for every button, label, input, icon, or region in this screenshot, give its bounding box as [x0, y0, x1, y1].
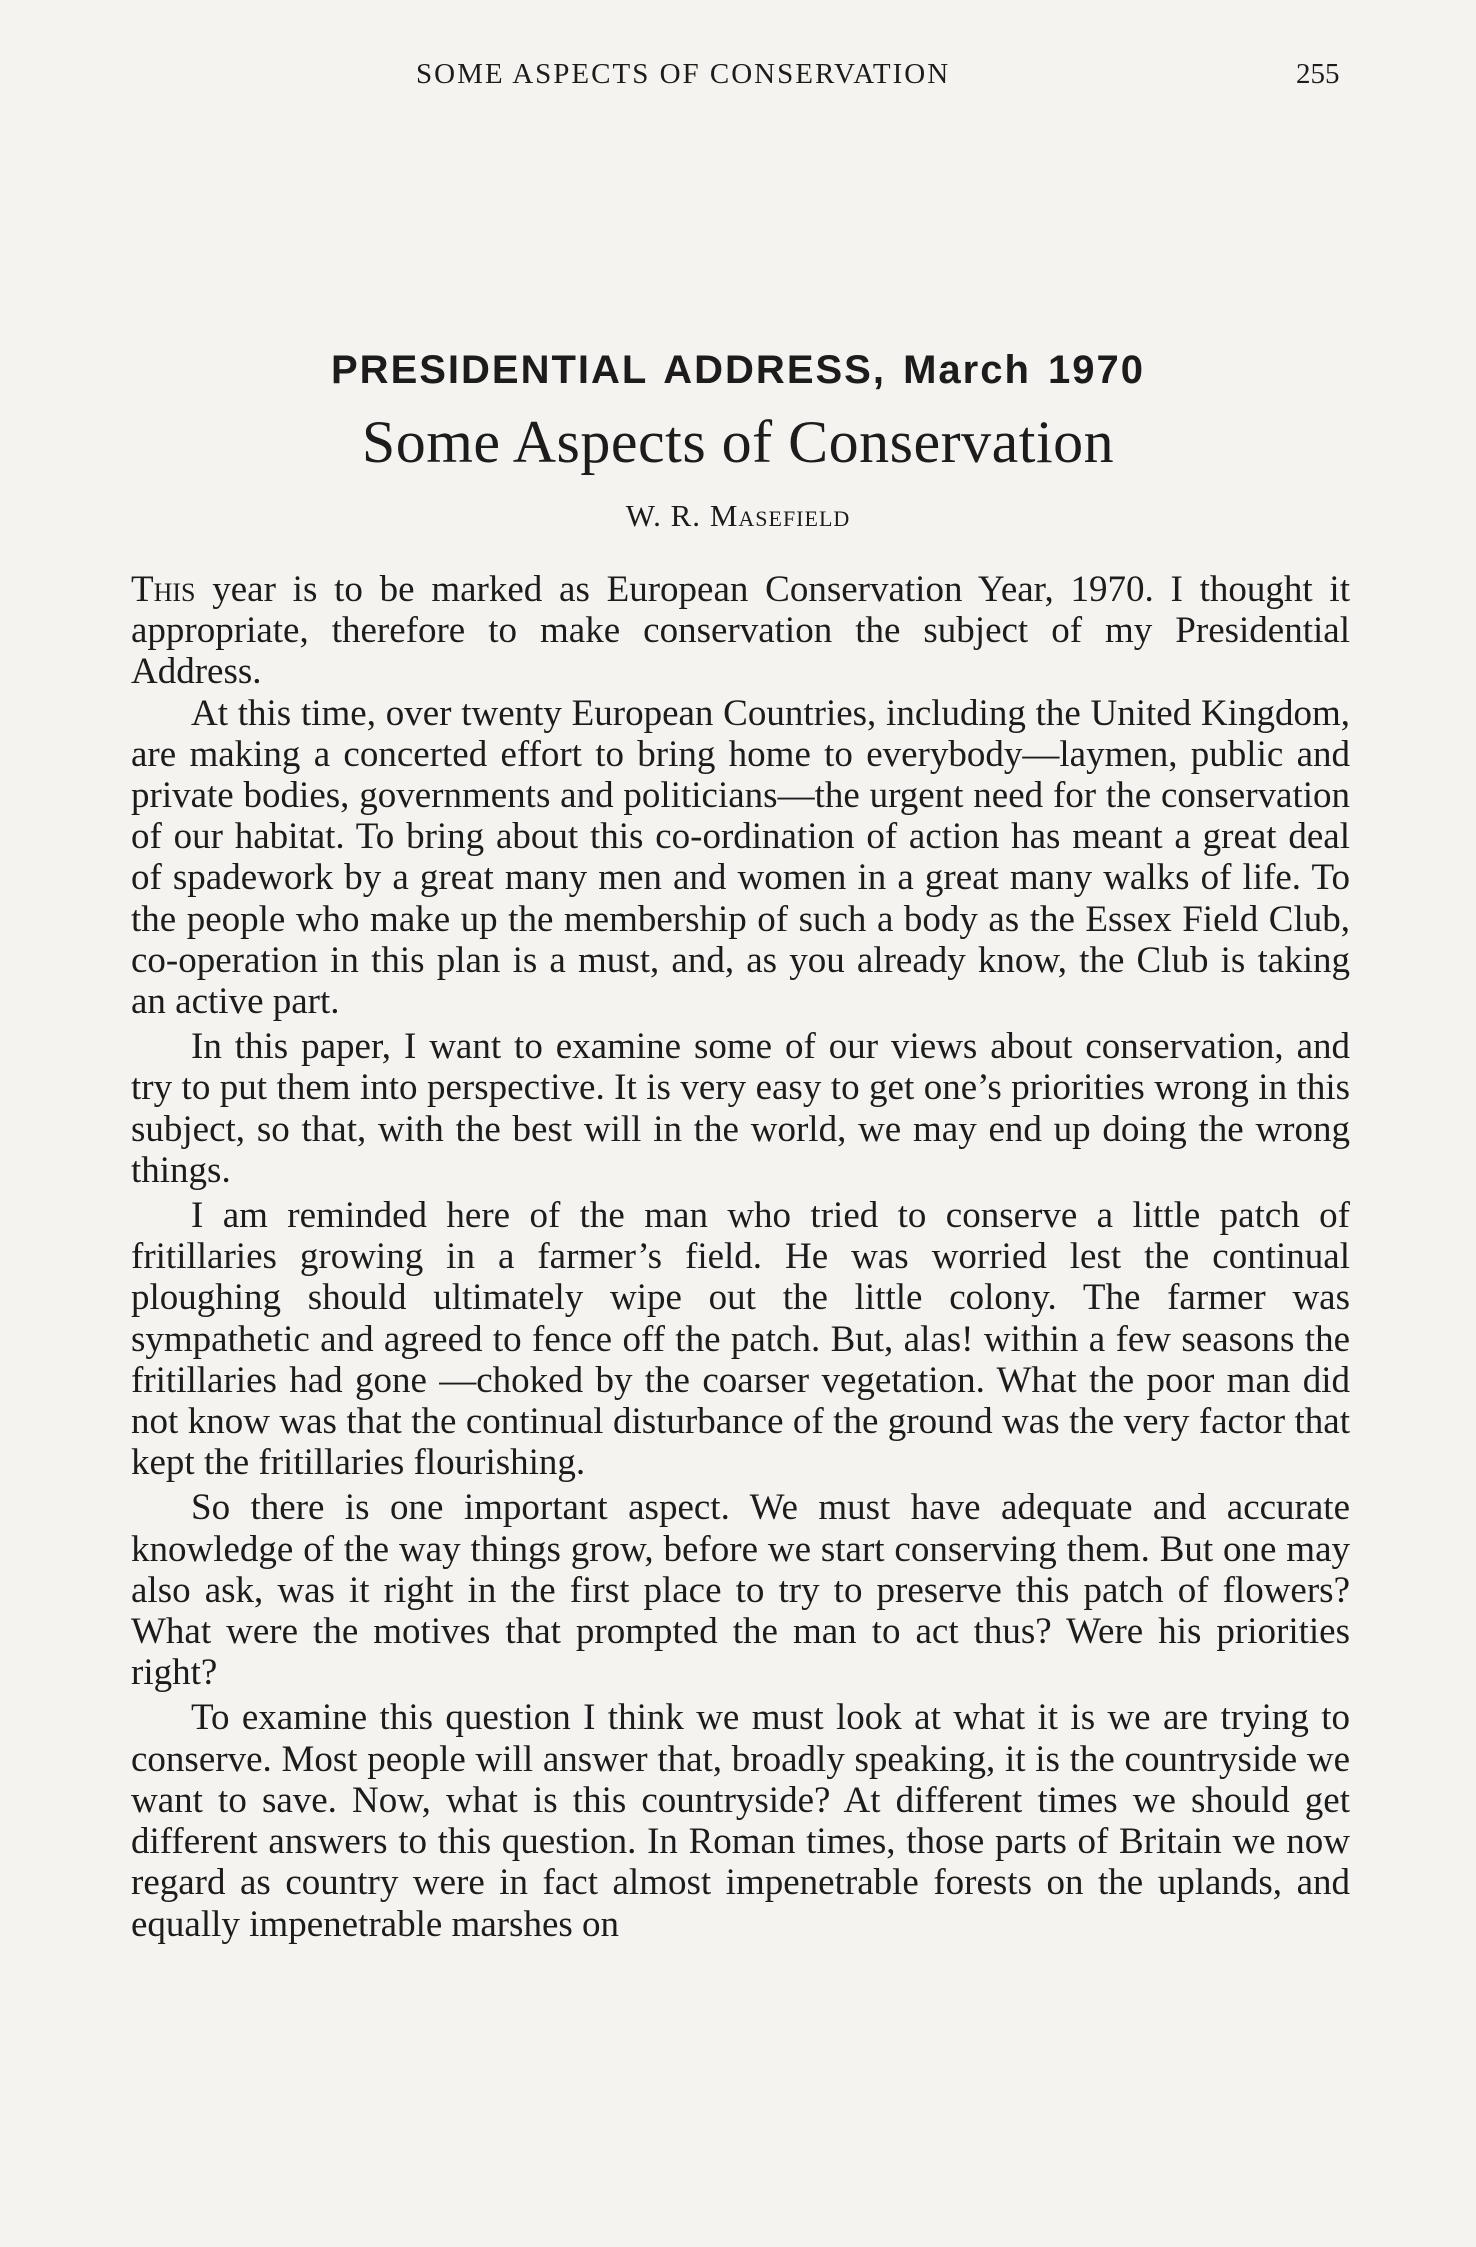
paragraph-5: So there is one important aspect. We must have adequate and accurate knowledge of the way things grow, before we start conserving them. But one may also ask, was it right in the first place to try to preserve this patch of flowers? What were the motives that prompted the man to act thus? Were his priorities right? — [131, 1487, 1350, 1694]
paragraph-6: To examine this question I think we must look at what it is we are trying to conserve. Most people will answer that, broadly speaking, it is the countryside we want to save. Now, what is this countryside? At different times we should get different answers to this question. In Roman times, those parts of Britain we now regard as country were in fact almost impenetrable forests on the uplands, and equally impenetrable marshes on — [131, 1697, 1350, 1945]
article-title: Some Aspects of Conservation — [361, 409, 1115, 475]
running-head — [0, 58, 1476, 98]
author-surname: Masefield — [709, 498, 851, 533]
article-body — [131, 569, 1350, 1945]
page-number: 255 — [1296, 58, 1340, 90]
paragraph-1-lead: This — [131, 569, 196, 610]
paragraph-3: In this paper, I want to examine some of our views about conservation, and try to put them into perspective. It is very easy to get one’s priorities wrong in this subject, so that, with the best will in the world, we may end up doing the wrong things. — [131, 1026, 1350, 1191]
paragraph-1-text: year is to be marked as European Conservation Year, 1970. I thought it appropriate, therefore to make conservation the subject of my Presidential Address. — [131, 569, 1350, 693]
running-title: SOME ASPECTS OF CONSERVATION — [416, 58, 951, 90]
paragraph-2: At this time, over twenty European Countries, including the United Kingdom, are making a concerted effort to bring home to everybody—laymen, public and private bodies, governments and politicians—the urgent need for the conservation of our habitat. To bring about this co-ordination of action has meant a great deal of spadework by a great many men and women in a great many walks of life. To the people who make up the membership of such a body as the Essex Field Club, co-operation in this plan is a must, and, as you already know, the Club is taking an active part. — [131, 692, 1350, 1023]
author-initials: W. R. — [625, 498, 710, 533]
paragraph-4: I am reminded here of the man who tried to conserve a little patch of fritillaries growing in a farmer’s field. He was worried lest the continual ploughing should ultimately wipe out the little colony. The farmer was sympathetic and agreed to fence off the patch. But, alas! within a few seasons the fritillaries had gone —choked by the coarser vegetation. What the poor man did not know was that the continual disturbance of the ground was the very factor that kept the fritillaries flourishing. — [131, 1195, 1350, 1484]
author-byline — [0, 498, 1476, 534]
address-heading: PRESIDENTIAL ADDRESS, March 1970 — [331, 348, 1145, 392]
paragraph-1 — [131, 569, 1350, 693]
